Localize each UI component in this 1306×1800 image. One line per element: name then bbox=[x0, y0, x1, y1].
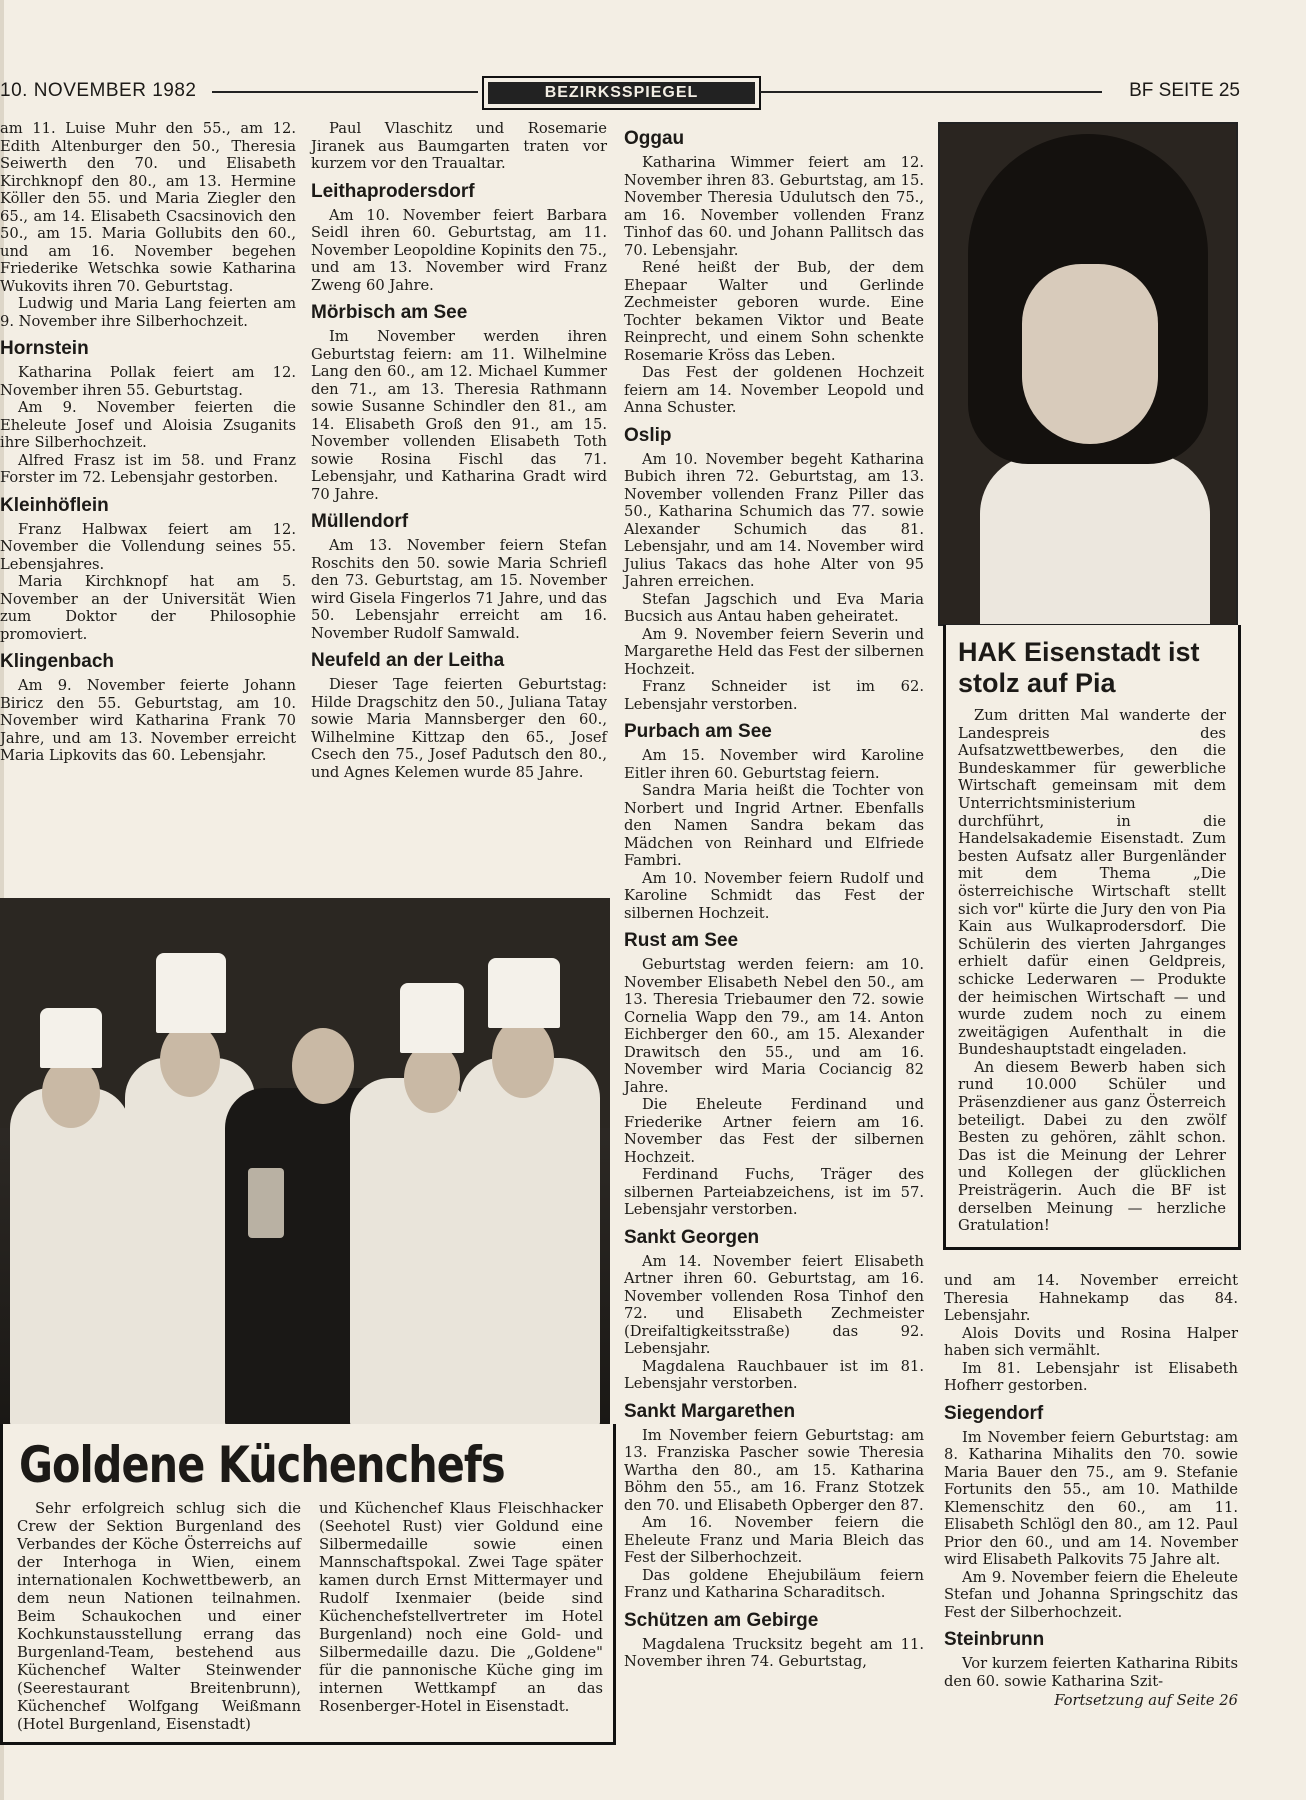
news-paragraph: Franz Halbwax feiert am 12. November die Vollendung seines 55. Lebensjahres. bbox=[0, 520, 296, 573]
news-paragraph: Dieser Tage feierten Geburtstag: Hilde Dragschitz den 50., Juliana Tatay sowie Maria Mannsberger den 60., Wilhelmine Kittzap den 65., Josef Csech den 75., Josef Padutsch den 80., und Agnes Kelemen wurde 85 Jahre. bbox=[311, 676, 607, 781]
news-paragraph: Katharina Wimmer feiert am 12. November ihren 83. Geburtstag, am 15. November Theresia Udulutsch den 75., am 16. November vollenden Franz Tinhof das 60. und Johann Pallitsch das 70. Lebensjahr. bbox=[624, 154, 924, 259]
header-rule-left bbox=[212, 91, 478, 93]
news-paragraph: Ferdinand Fuchs, Träger des silbernen Parteiabzeichens, ist im 57. Lebensjahr verstorben. bbox=[624, 1166, 924, 1218]
locality-heading: Klingenbach bbox=[0, 651, 115, 672]
news-paragraph: Am 14. November feiert Elisabeth Artner ihren 60. Geburtstag, am 16. November vollenden Rosa Tinhof den 72. und Elisabeth Zechmeister (Dreifaltigkeitsstraße) das 92. Lebensjahr. bbox=[624, 1252, 924, 1357]
locality-heading: Kleinhöflein bbox=[0, 494, 109, 516]
photo-chef-1-hat bbox=[40, 1008, 102, 1068]
hak-article-box bbox=[943, 625, 1241, 1250]
section-badge bbox=[482, 76, 761, 110]
news-paragraph: Am 13. November feiern Stefan Roschits den 50. sowie Maria Schriefl den 73. Geburtstag, am 15. November wird Gisela Fingerlos 71 Jahre, und das 50. Lebensjahr erreicht am 16. November Rudolf Samwald. bbox=[311, 537, 607, 642]
locality-heading: Sankt Margarethen bbox=[624, 1400, 796, 1422]
photo-chef-1-head bbox=[42, 1058, 100, 1128]
locality-heading: Oggau bbox=[624, 128, 685, 149]
news-paragraph: Am 10. November begeht Katharina Bubich ihren 72. Geburtstag, am 13. November vollenden Franz Piller das 50., Katharina Schumich das 77. sowie Alexander Schumich das 81. Lebensjahr, und am 14. November wird Julius Takacs das hohe Alter von 95 Jahren erreichen. bbox=[624, 450, 924, 590]
story-headline: Goldene Küchenchefs bbox=[19, 1436, 505, 1494]
locality-heading: Neufeld an der Leitha bbox=[311, 650, 505, 671]
hak-text bbox=[958, 707, 1226, 1235]
locality-heading: Hornstein bbox=[0, 338, 89, 359]
news-paragraph: Ludwig und Maria Lang feierten am 9. November ihre Silberhochzeit. bbox=[0, 295, 296, 330]
photo-chef-1 bbox=[10, 1088, 130, 1428]
news-paragraph: Am 9. November feiern Severin und Margarethe Held das Fest der silbernen Hochzeit. bbox=[624, 625, 924, 678]
news-paragraph: René heißt der Bub, der dem Ehepaar Walter und Gerlinde Zechmeister geboren wurde. Eine Tochter bekamen Viktor und Beate Reinprecht, und einem Sohn schenkte Rosemarie Kröss das Leben. bbox=[624, 259, 924, 364]
news-paragraph: Franz Schneider ist im 62. Lebensjahr verstorben. bbox=[624, 678, 924, 713]
continuation-note: Fortsetzung auf Seite 26 bbox=[1054, 1692, 1238, 1709]
news-paragraph: Im November feiern Geburtstag: am 13. Franziska Pascher sowie Theresia Wartha den 80., am 15. Katharina Böhm den 55., am 16. Franz Stotzek den 70. und Elisabeth Opberger den 87. bbox=[624, 1426, 924, 1514]
locality-heading: Steinbrunn bbox=[944, 1629, 1045, 1650]
hak-headline: HAK Eisenstadt ist stolz auf Pia bbox=[958, 637, 1200, 698]
news-paragraph: Am 10. November feiern Rudolf und Karoline Schmidt das Fest der silbernen Hochzeit. bbox=[624, 869, 924, 922]
news-paragraph: Katharina Pollak feiert am 12. November ihren 55. Geburtstag. bbox=[0, 364, 296, 399]
story-paragraph-2: und Küchenchef Klaus Fleischhacker (Seehotel Rust) vier Goldund eine Silbermedaille sowie einen Mannschaftspokal. Zwei Tage später kamen durch Ernst Mittermayer und Rudolf Ixenmaier (beide sind Küchenchefstellvertreter im Hotel Burgenland) noch eine Gold- und Silbermedaille dazu. Die „Goldene" für die pannonische Küche ging im internen Wettkampf an das Rosenberger-Hotel in Eisenstadt. bbox=[319, 1500, 603, 1715]
story-paragraph-1: Sehr erfolgreich schlug sich die Crew der Sektion Burgenland des Verbandes der Köche Österreichs auf der Interhoga in Wien, einem internationalen Kochwettbewerb, an dem neun Nationen teilnahmen. Beim Schaukochen und einer Kochkunstausstellung errang das Burgenland-Team, bestehend aus Küchenchef Walter Steinwender (Seerestaurant Breitenbrunn), Küchenchef Wolfgang Weißmann (Hotel Burgenland, Eisenstadt) bbox=[17, 1500, 301, 1733]
column-3 bbox=[624, 120, 924, 1671]
news-paragraph: Alfred Frasz ist im 58. und Franz Forster im 72. Lebensjahr gestorben. bbox=[0, 451, 296, 486]
news-paragraph: und am 14. November erreicht Theresia Hahnekamp das 84. Lebensjahr. bbox=[944, 1272, 1238, 1324]
news-paragraph: Magdalena Trucksitz begeht am 11. November ihren 74. Geburtstag, bbox=[624, 1635, 924, 1670]
photo-man-head bbox=[292, 1028, 354, 1104]
news-paragraph: Am 16. November feiern die Eheleute Franz und Maria Bleich das Fest der Silberhochzeit. bbox=[624, 1514, 924, 1566]
news-paragraph: Maria Kirchknopf hat am 5. November an der Universität Wien zum Doktor der Philosophie promoviert. bbox=[0, 573, 296, 643]
portrait-turtleneck bbox=[980, 454, 1210, 626]
trophy-cup bbox=[248, 1168, 284, 1238]
photo-chef-3-head bbox=[404, 1043, 460, 1113]
locality-heading: Siegendorf bbox=[944, 1402, 1044, 1424]
page-header bbox=[0, 76, 1240, 110]
column-4-lower bbox=[944, 1272, 1238, 1710]
story-column-2 bbox=[319, 1500, 603, 1716]
locality-heading: Oslip bbox=[624, 424, 672, 446]
section-title: BEZIRKSSPIEGEL bbox=[488, 82, 755, 104]
news-paragraph: am 11. Luise Muhr den 55., am 12. Edith Altenburger den 50., Theresia Seiwerth den 70. und Elisabeth Kirchknopf den 80., am 13. Hermine Köller den 55. und Maria Ziegler den 65., am 14. Elisabeth Csacsinovich den 50., am 15. Maria Gollubits den 60., und am 16. November begehen Friederike Wetschka sowie Katharina Wukovits ihren 70. Geburtstag. bbox=[0, 120, 296, 295]
locality-heading: Müllendorf bbox=[311, 511, 409, 532]
locality-heading: Leithaprodersdorf bbox=[311, 180, 475, 202]
news-paragraph: Im 81. Lebensjahr ist Elisabeth Hofherr gestorben. bbox=[944, 1359, 1238, 1394]
news-paragraph: Das goldene Ehejubiläum feiern Franz und Katharina Scharaditsch. bbox=[624, 1566, 924, 1601]
story-column-1 bbox=[17, 1500, 301, 1734]
news-paragraph: Im November feiern Geburtstag: am 8. Katharina Mihalits den 70. sowie Maria Bauer den 75., am 9. Stefanie Fortunits den 55., am 10. Mathilde Klemenschitz den 60., am 11. Elisabeth Schlögl den 80., am 12. Paul Prior den 60., und am 14. November wird Elisabeth Palkovits 75 Jahre alt. bbox=[944, 1428, 1238, 1568]
portrait-photo bbox=[938, 122, 1238, 626]
news-paragraph: Alois Dovits und Rosina Halper haben sich vermählt. bbox=[944, 1324, 1238, 1359]
photo-chef-3-hat bbox=[400, 983, 464, 1053]
hak-paragraph-1: Zum dritten Mal wanderte der Landespreis des Aufsatzwettbewerbes, den die Bundeskammer für gewerbliche Wirtschaft gemeinsam mit dem Unterrichtsministerium durchführt, in die Handelsakademie Eisenstadt. Zum besten Aufsatz aller Burgenländer mit dem Thema „Die österreichische Wirtschaft stellt sich vor" kürte die Jury den von Pia Kain aus Wulkaprodersdorf. Die Schülerin des vierten Jahrganges erhielt dafür einen Geldpreis, schicke Lederwaren — Produkte der heimischen Wirtschaft — und wurde zudem noch zu einem zweitägigen Aufenthalt in die Bundeshauptstadt eingeladen. bbox=[958, 707, 1226, 1059]
locality-heading: Sankt Georgen bbox=[624, 1226, 760, 1248]
news-paragraph: Stefan Jagschich und Eva Maria Bucsich aus Antau haben geheiratet. bbox=[624, 590, 924, 625]
header-date: 10. NOVEMBER 1982 bbox=[0, 80, 197, 101]
news-paragraph: Das Fest der goldenen Hochzeit feiern am 14. November Leopold und Anna Schuster. bbox=[624, 364, 924, 416]
news-paragraph: Am 9. November feiern die Eheleute Stefan und Johanna Springschitz das Fest der Silberhochzeit. bbox=[944, 1568, 1238, 1621]
news-paragraph: Die Eheleute Ferdinand und Friederike Artner feiern am 16. November das Fest der silbernen Hochzeit. bbox=[624, 1096, 924, 1166]
news-paragraph: Paul Vlaschitz und Rosemarie Jiranek aus Baumgarten traten vor kurzem vor den Traualtar. bbox=[311, 120, 607, 172]
news-paragraph: Sandra Maria heißt die Tochter von Norbert und Ingrid Artner. Ebenfalls den Namen Sandra bekam das Mädchen von Reinhard und Elfriede Fambri. bbox=[624, 782, 924, 869]
photo-chef-2-hat bbox=[156, 953, 226, 1033]
locality-heading: Purbach am See bbox=[624, 721, 772, 742]
header-page-number: BF SEITE 25 bbox=[1129, 80, 1240, 101]
photo-chef-4 bbox=[460, 1058, 600, 1428]
locality-heading: Rust am See bbox=[624, 930, 739, 951]
news-paragraph: Geburtstag werden feiern: am 10. November Elisabeth Nebel den 50., am 13. Theresia Triebaumer den 72. sowie Cornelia Wapp den 79., am 14. Anton Eichberger den 60., am 15. Alexander Drawitsch den 55., und am 16. November wird Maria Cociancig 82 Jahre. bbox=[624, 956, 924, 1096]
locality-heading: Mörbisch am See bbox=[311, 302, 468, 323]
news-paragraph: Am 9. November feierte Johann Biricz den 55. Geburtstag, am 10. November wird Katharina Frank 70 Jahre, und am 13. November erreicht Maria Lipkovits das 60. Lebensjahr. bbox=[0, 677, 296, 764]
news-paragraph: Im November werden ihren Geburtstag feiern: am 11. Wilhelmine Lang den 60., am 12. Michael Kummer den 71., am 13. Theresia Rathmann sowie Susanne Schindler den 81., am 14. Elisabeth Groß den 91., am 15. November vollenden Elisabeth Toth sowie Rosina Fischl das 71. Lebensjahr, und Katharina Gradt wird 70 Jahre. bbox=[311, 328, 607, 503]
hak-paragraph-2: An diesem Bewerb haben sich rund 10.000 Schüler und Präsenzdiener aus ganz Österreich beteiligt. Dabei zu den zwölf Besten zu gehören, zählt schon. Das ist die Meinung der Lehrer und Kollegen der glücklichen Preisträgerin. Auch die BF ist derselben Meinung — herzliche Gratulation! bbox=[958, 1058, 1226, 1235]
story-box bbox=[0, 1424, 616, 1745]
portrait-face bbox=[1022, 264, 1158, 444]
column-2 bbox=[311, 120, 607, 781]
photo-chef-2-head bbox=[160, 1023, 220, 1097]
news-paragraph: Magdalena Rauchbauer ist im 81. Lebensjahr verstorben. bbox=[624, 1357, 924, 1392]
news-paragraph: Am 9. November feierten die Eheleute Josef und Aloisia Zsuganits ihre Silberhochzeit. bbox=[0, 399, 296, 451]
column-1 bbox=[0, 120, 296, 765]
news-paragraph: Am 10. November feiert Barbara Seidl ihren 60. Geburtstag, am 11. November Leopoldine Kopinits den 75., und am 13. November wird Franz Zweng 60 Jahre. bbox=[311, 206, 607, 294]
photo-chef-4-head bbox=[492, 1018, 554, 1098]
news-paragraph: Am 15. November wird Karoline Eitler ihren 60. Geburtstag feiern. bbox=[624, 747, 924, 782]
header-rule-right bbox=[760, 91, 1102, 93]
locality-heading: Schützen am Gebirge bbox=[624, 1609, 819, 1631]
chefs-photo bbox=[0, 898, 610, 1428]
photo-chef-4-hat bbox=[488, 958, 560, 1028]
photo-chef-3 bbox=[350, 1078, 470, 1428]
news-paragraph: Vor kurzem feierten Katharina Ribits den 60. sowie Katharina Szit- bbox=[944, 1655, 1238, 1690]
